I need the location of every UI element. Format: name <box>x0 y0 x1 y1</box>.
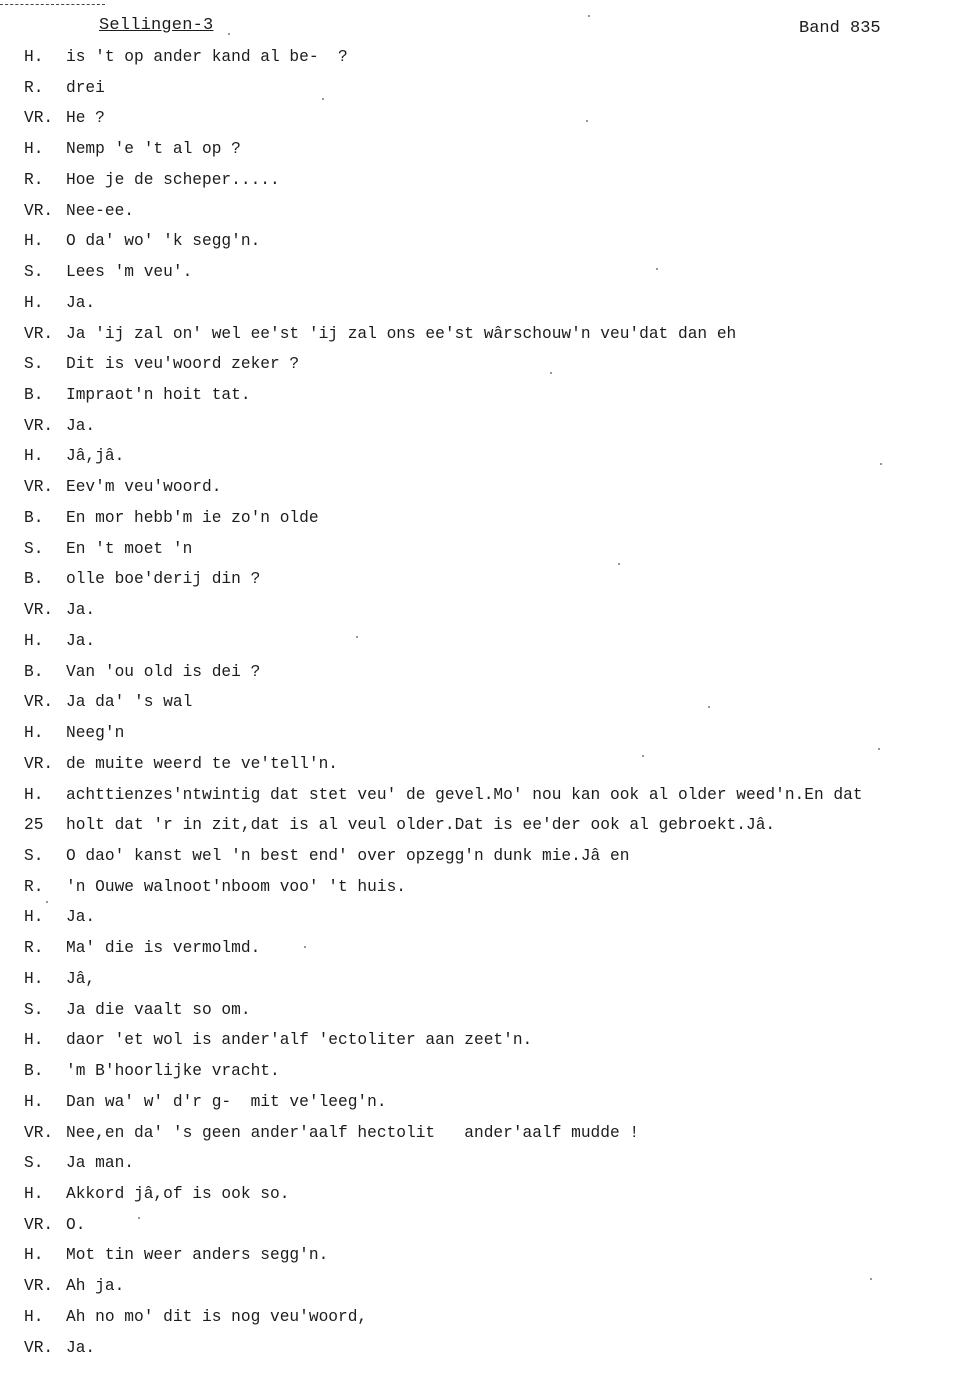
speaker-label: VR. <box>24 1277 54 1296</box>
speaker-label: VR. <box>24 601 54 620</box>
speaker-label: R. <box>24 877 44 896</box>
speaker-label: R. <box>24 939 44 958</box>
speaker-label: H. <box>24 1307 44 1326</box>
speaker-label: 25 <box>24 816 44 835</box>
speaker-label: H. <box>24 293 44 312</box>
speaker-label: VR. <box>24 416 54 435</box>
speaker-label: H. <box>24 1031 44 1050</box>
utterance-text: Ja die vaalt so om. <box>66 1000 251 1019</box>
speaker-label: B. <box>24 662 44 681</box>
speaker-label: VR. <box>24 693 54 712</box>
utterance-text: Nee-ee. <box>66 201 134 220</box>
utterance-text: holt dat 'r in zit,dat is al veul older.Dat is ee'der ook al gebroekt.Jâ. <box>66 816 776 835</box>
speaker-label: S. <box>24 846 44 865</box>
speaker-label: B. <box>24 1062 44 1081</box>
utterance-text: Ah ja. <box>66 1277 125 1296</box>
speaker-label: VR. <box>24 754 54 773</box>
utterance-text: drei <box>66 78 105 97</box>
speaker-label: VR. <box>24 109 54 128</box>
utterance-text: Dit is veu'woord zeker ? <box>66 355 300 374</box>
utterance-text: is 't op ander kand al be- ? <box>66 48 348 66</box>
speaker-label: VR. <box>24 1215 54 1234</box>
utterance-text: Dan wa' w' d'r g- mit ve'leeg'n. <box>66 1092 387 1111</box>
utterance-text: Mot tin weer anders segg'n. <box>66 1246 329 1265</box>
utterance-text: Nemp 'e 't al op ? <box>66 140 241 159</box>
speaker-label: B. <box>24 570 44 589</box>
utterance-text: O dao' kanst wel 'n best end' over opzegg'n dunk mie.Jâ en <box>66 846 630 865</box>
utterance-text: O da' wo' 'k segg'n. <box>66 232 261 251</box>
page-title: Sellingen-3 <box>99 16 214 35</box>
speaker-label: H. <box>24 1185 44 1203</box>
utterance-text: Eev'm veu'woord. <box>66 478 222 497</box>
speaker-label: H. <box>24 1246 44 1265</box>
speaker-label: B. <box>24 386 44 405</box>
utterance-text: Ma' die is vermolmd. <box>66 939 261 958</box>
utterance-text: 'm B'hoorlijke vracht. <box>66 1062 280 1081</box>
speaker-label: H. <box>24 908 44 927</box>
utterance-text: daor 'et wol is ander'alf 'ectoliter aan zeet'n. <box>66 1031 533 1050</box>
utterance-text: Ja. <box>66 293 96 312</box>
utterance-text: En 't moet 'n <box>66 539 193 558</box>
utterance-text: Ja man. <box>66 1154 134 1173</box>
utterance-text: Jâ,jâ. <box>66 447 125 466</box>
utterance-text: Jâ, <box>66 969 96 988</box>
utterance-text: de muite weerd te ve'tell'n. <box>66 754 338 773</box>
utterance-text: He ? <box>66 109 105 128</box>
utterance-text: Ja 'ij zal on' wel ee'st 'ij zal ons ee'st wârschouw'n veu'dat dan eh <box>66 324 737 343</box>
speaker-label: S. <box>24 1000 44 1019</box>
speaker-label: H. <box>24 447 44 466</box>
utterance-text: Impraot'n hoit tat. <box>66 386 251 405</box>
utterance-text: Akkord jâ,of is ook so. <box>66 1185 290 1203</box>
utterance-text: olle boe'derij din ? <box>66 570 261 589</box>
speaker-label: VR. <box>24 478 54 497</box>
speaker-label: VR. <box>24 324 54 343</box>
utterance-text: Nee,en da' 's geen ander'aalf hectolit ander'aalf mudde ! <box>66 1123 640 1142</box>
speaker-label: S. <box>24 1154 44 1173</box>
speaker-label: H. <box>24 631 44 650</box>
speaker-label: VR. <box>24 1123 54 1142</box>
utterance-text: Ja da' 's wal <box>66 693 193 712</box>
utterance-text: Ja. <box>66 1338 96 1357</box>
utterance-text: 'n Ouwe walnoot'nboom voo' 't huis. <box>66 877 406 896</box>
top-dashed-rule <box>0 4 105 5</box>
speaker-label: H. <box>24 140 44 159</box>
utterance-text: Hoe je de scheper..... <box>66 170 280 189</box>
speaker-label: H. <box>24 785 44 804</box>
utterance-text: Neeg'n <box>66 724 125 743</box>
speaker-label: VR. <box>24 201 54 220</box>
band-number: Band 835 <box>799 19 881 38</box>
speaker-label: H. <box>24 724 44 743</box>
speaker-label: R. <box>24 170 44 189</box>
utterance-text: Ja. <box>66 416 96 435</box>
utterance-text: Ah no mo' dit is nog veu'woord, <box>66 1307 368 1326</box>
speaker-label: S. <box>24 355 44 374</box>
utterance-text: Van 'ou old is dei ? <box>66 662 261 681</box>
utterance-text: O. <box>66 1215 86 1234</box>
speaker-label: H. <box>24 48 44 66</box>
speaker-label: S. <box>24 539 44 558</box>
speaker-label: H. <box>24 232 44 251</box>
speaker-label: H. <box>24 969 44 988</box>
speaker-label: H. <box>24 1092 44 1111</box>
speaker-label: S. <box>24 263 44 282</box>
utterance-text: En mor hebb'm ie zo'n olde <box>66 508 319 527</box>
utterance-text: Ja. <box>66 601 96 620</box>
utterance-text: Ja. <box>66 631 96 650</box>
utterance-text: Lees 'm veu'. <box>66 263 193 282</box>
utterance-text: Ja. <box>66 908 96 927</box>
speaker-label: VR. <box>24 1338 54 1357</box>
speaker-label: B. <box>24 508 44 527</box>
speaker-label: R. <box>24 78 44 97</box>
utterance-text: achttienzes'ntwintig dat stet veu' de gevel.Mo' nou kan ook al older weed'n.En dat <box>66 785 863 804</box>
